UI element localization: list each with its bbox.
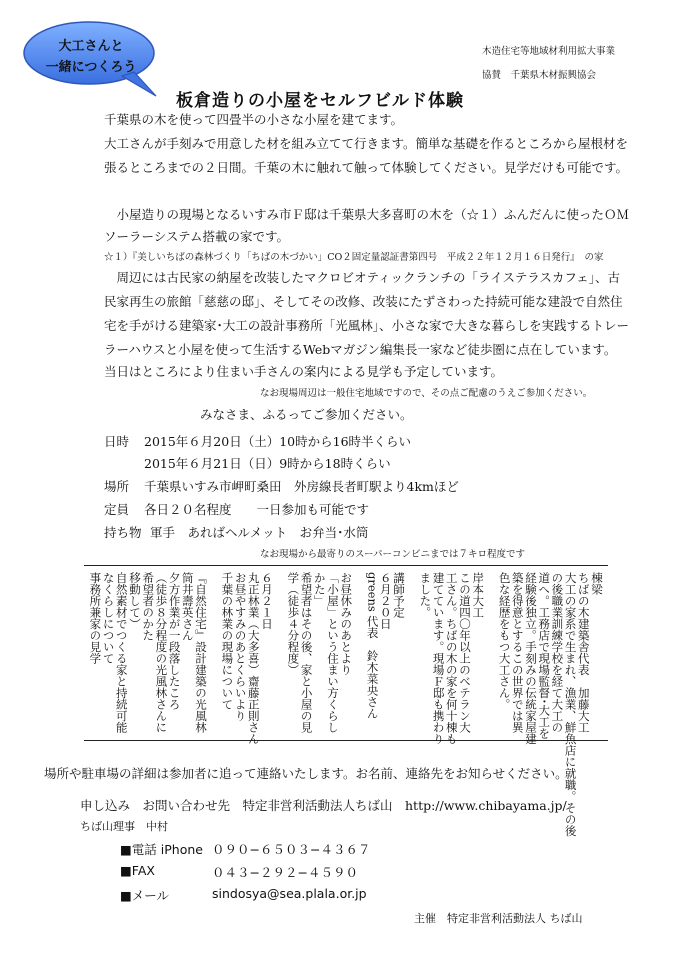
schedule-column: greens 代表 鈴木菜央さん [365,572,380,719]
intro-line: 大工さんが手刻みで用意した材を組み立てて行きます。簡単な基礎を作るところから屋根材を [104,136,629,151]
schedule-column: 事務所兼家の見学 [88,572,103,664]
schedule-column: 千葉の林業の現場について [220,572,235,710]
event-badge [22,20,160,94]
site-line: ソーラーシステム搭載の家です。 [104,229,290,244]
schedule-column: お昼やすみのあとくらいより [233,572,248,722]
schedule-column: 「小屋」という住まい方くらし [326,572,340,733]
schedule-column: 経験後独立。手刻みの伝統家屋建 [524,572,538,745]
surround-line: 当日はところにより住まい手さんの案内による見学も予定しています。 [104,364,504,379]
surround-line: 宅を手がける建築家･大工の設計事務所「光風林」、小さな家で大きな暮らしを実践するトレー [104,318,630,333]
schedule-column: 色な経歴をもつ大工さん。 [497,572,512,710]
schedule-column: 『自然住宅』設計建築の光風林 [194,572,208,733]
schedule-column: 工さん。ちばの木の家を何十棟も [444,572,459,745]
schedule-column: ちばの木建築舎代表 加藤大工 [576,572,591,733]
director: ちば山理事 中村 [80,820,168,833]
schedule-column: 築を得意とするこの世界では異 [510,572,525,733]
schedule-column: 筒井壽英さん [180,572,195,641]
schedule-column: 夕方作業が一段落したころ [167,572,182,710]
store-note: なお現場から最寄りのスーパーコンビニまでは７キロ程度です [260,549,526,560]
phone-label: ■電話 iPhone [120,842,203,857]
schedule-column: 棟梁 [590,572,604,595]
schedule-column: 岸本大工 [471,572,486,618]
notice: なお現場周辺は一般住宅地域ですので、その点ご配慮のうえご参加ください。 [260,388,593,399]
surround-line: 民家再生の旅館「慈慈の邸」、そしてその改修、改装にたずさわった持続可能な建設で自然住 [104,294,623,309]
site-line: 小屋造りの現場となるいすみ市Ｆ邸は千葉県大多喜町の木を（☆１）ふんだんに使ったＯＭ [104,207,630,222]
sponsor-name: 協賛 千葉県木材振興協会 [482,70,597,81]
organizer: 主催 特定非営利活動法人 ちば山 [414,912,583,925]
schedule-column: 建てています。現場Ｆ邸も携わり [431,572,446,745]
items-label: 持ち物 [104,525,142,540]
schedule-column: 自然素材でつくる家と持続可能 [114,572,129,733]
schedule-column: ６月２１日 [260,572,274,630]
surround-line: 周辺には古民家の納屋を改装したマクロビオティックランチの「ライステラスカフェ」、古 [104,270,621,285]
place: 千葉県いすみ市岬町桑田 外房線長者町駅より4kmほど [144,479,459,494]
welcome: みなさま、ふるってご参加ください。 [200,407,413,422]
badge-line-1: 大工さんと [58,39,124,54]
schedule-column: 希望者のかた [141,572,156,641]
place-label: 場所 [104,479,130,494]
date-1: 2015年６月20日（土）10時から16時半くらい [144,434,412,449]
surround-line: ラーハウスと小屋を使って生活するWebマガジン編集長一家など徒歩圏に点在しています。 [104,342,617,357]
mail-address: sindosya@sea.plala.or.jp [212,886,367,901]
schedule-column: お昼休みのあとより [339,572,354,676]
schedule-column: 希望者はその後、家と小屋の見 [299,572,314,733]
badge-line-2: 一緒につくろう [45,60,137,75]
capacity: 各日２０名程度 一日参加も可能です [144,502,370,517]
schedule-column: （徒歩８分程度の光風林さんに [154,572,169,733]
date-2: 2015年６月21日（日）9時から18時くらい [144,456,391,471]
fax-number: ０４３−２９２−４５９０ [212,865,358,880]
application-line: 申し込み お問い合わせ先 特定非営利活動法人ちば山 http://www.chibayama.jp/ [80,798,567,813]
organization-name: 木造住宅等地域材利用拡大事業 [482,46,616,57]
footnote: ☆１）『美しいちばの森林づくり「ちばの木づかい」CO２固定量認証書第四号 平成２２年１２月１６日発行』 の家 [104,252,604,263]
schedule-column: の後職業訓練学校を経て大工の [550,572,565,733]
schedule-column: ６月２０日 [378,572,393,630]
fax-label: ■FAX [120,863,155,878]
schedule-column: なくらしについて [101,572,116,664]
phone-number: ０９０−６５０３−４３６７ [212,842,371,857]
schedule-column: この道四〇年以上のベテラン大 [458,572,472,733]
contact-note: 場所や駐車場の詳細は参加者に追って連絡いたします。お名前、連絡先をお知らせください。 [44,766,568,781]
items: 軍手 あればヘルメット お弁当･水筒 [150,525,369,540]
date-label: 日時 [104,434,130,449]
page-title: 板倉造りの小屋をセルフビルド体験 [176,91,464,111]
intro-line: 張るところまでの２日間。千葉の木に触れて触って体験してください。見学だけも可能です。 [104,160,629,175]
intro-line: 千葉県の木を使って四畳半の小さな小屋を建てます。 [104,112,404,127]
schedule-column: 大工の家系で生まれ、漁業、鮮魚店に就職。その後 [563,572,578,837]
schedule-column: 丸正林業（大多喜）齋藤正則さん [246,572,261,745]
schedule-column: かた」 [312,572,327,607]
schedule-column: ました。 [418,572,433,618]
schedule-column: 道へ。工務店で現場監督･大工を [537,572,552,739]
capacity-label: 定員 [104,502,130,517]
mail-label: ■メール [120,888,170,903]
schedule-column: 移動して） [128,572,142,630]
schedule-column: 講師予定 [392,572,406,618]
schedule-column: 学（徒歩４分程度） [286,572,301,676]
